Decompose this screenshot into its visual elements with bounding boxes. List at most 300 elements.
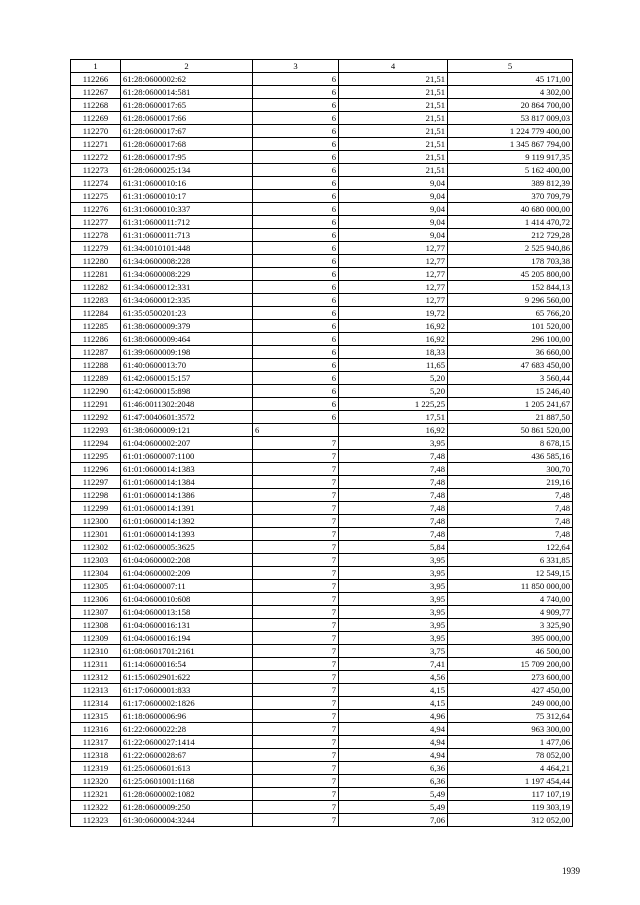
value-cell: 65 766,20 <box>448 307 573 320</box>
value-cell: 1 414 470,72 <box>448 216 573 229</box>
cadastral-number-cell: 61:31:0600011:713 <box>121 229 253 242</box>
cadastral-number-cell: 61:34:0600008:229 <box>121 268 253 281</box>
table-row <box>71 567 573 580</box>
value-cell: 312 052,00 <box>448 814 573 827</box>
value-cell: 11 850 000,00 <box>448 580 573 593</box>
value-cell: 1 345 867 794,00 <box>448 138 573 151</box>
row-number-cell: 112269 <box>71 112 121 125</box>
rate-cell: 12,77 <box>339 242 448 255</box>
group-cell: 7 <box>253 606 339 619</box>
rate-cell: 21,51 <box>339 73 448 86</box>
cadastral-number-cell: 61:28:0600009:250 <box>121 801 253 814</box>
group-cell: 6 <box>253 372 339 385</box>
cadastral-number-cell: 61:28:0600014:581 <box>121 86 253 99</box>
table-row <box>71 177 573 190</box>
group-cell: 7 <box>253 554 339 567</box>
group-cell: 7 <box>253 619 339 632</box>
table-row <box>71 164 573 177</box>
row-number-cell: 112298 <box>71 489 121 502</box>
rate-cell: 4,56 <box>339 671 448 684</box>
header-cell-2: 2 <box>121 60 253 73</box>
row-number-cell: 112278 <box>71 229 121 242</box>
rate-cell: 7,48 <box>339 502 448 515</box>
group-cell: 7 <box>253 476 339 489</box>
table-row <box>71 320 573 333</box>
row-number-cell: 112285 <box>71 320 121 333</box>
group-cell: 7 <box>253 671 339 684</box>
value-cell: 3 560,44 <box>448 372 573 385</box>
group-cell: 7 <box>253 710 339 723</box>
cadastral-number-cell: 61:01:0600014:1392 <box>121 515 253 528</box>
cadastral-number-cell: 61:38:0600009:464 <box>121 333 253 346</box>
group-cell: 6 <box>253 398 339 411</box>
table-row <box>71 255 573 268</box>
cadastral-number-cell: 61:28:0600017:67 <box>121 125 253 138</box>
rate-cell: 16,92 <box>339 424 448 437</box>
header-cell-3: 3 <box>253 60 339 73</box>
table-row <box>71 437 573 450</box>
row-number-cell: 112288 <box>71 359 121 372</box>
table-row <box>71 515 573 528</box>
value-cell: 178 703,38 <box>448 255 573 268</box>
rate-cell: 9,04 <box>339 216 448 229</box>
rate-cell: 5,49 <box>339 788 448 801</box>
cadastral-number-cell: 61:28:0600017:65 <box>121 99 253 112</box>
row-number-cell: 112301 <box>71 528 121 541</box>
table-row <box>71 372 573 385</box>
value-cell: 40 680 000,00 <box>448 203 573 216</box>
cadastral-number-cell: 61:01:0600014:1393 <box>121 528 253 541</box>
table-row <box>71 190 573 203</box>
group-cell: 6 <box>253 216 339 229</box>
group-cell: 6 <box>253 138 339 151</box>
rate-cell: 4,96 <box>339 710 448 723</box>
rate-cell: 4,94 <box>339 736 448 749</box>
row-number-cell: 112299 <box>71 502 121 515</box>
group-cell: 6 <box>253 268 339 281</box>
value-cell: 50 861 520,00 <box>448 424 573 437</box>
cadastral-number-cell: 61:01:0600007:1100 <box>121 450 253 463</box>
value-cell: 122,64 <box>448 541 573 554</box>
table-row <box>71 632 573 645</box>
row-number-cell: 112284 <box>71 307 121 320</box>
row-number-cell: 112287 <box>71 346 121 359</box>
group-cell: 7 <box>253 463 339 476</box>
group-cell: 6 <box>253 385 339 398</box>
value-cell: 20 864 700,00 <box>448 99 573 112</box>
rate-cell: 18,33 <box>339 346 448 359</box>
group-cell: 7 <box>253 437 339 450</box>
row-number-cell: 112309 <box>71 632 121 645</box>
row-number-cell: 112311 <box>71 658 121 671</box>
table-row <box>71 697 573 710</box>
table-row <box>71 775 573 788</box>
value-cell: 1 205 241,67 <box>448 398 573 411</box>
group-cell: 7 <box>253 489 339 502</box>
row-number-cell: 112297 <box>71 476 121 489</box>
group-cell: 7 <box>253 593 339 606</box>
value-cell: 2 525 940,86 <box>448 242 573 255</box>
cadastral-number-cell: 61:31:0600010:337 <box>121 203 253 216</box>
rate-cell: 21,51 <box>339 112 448 125</box>
row-number-cell: 112306 <box>71 593 121 606</box>
rate-cell: 9,04 <box>339 229 448 242</box>
value-cell: 4 302,00 <box>448 86 573 99</box>
row-number-cell: 112290 <box>71 385 121 398</box>
row-number-cell: 112266 <box>71 73 121 86</box>
rate-cell: 5,49 <box>339 801 448 814</box>
group-cell: 6 <box>253 255 339 268</box>
table-row <box>71 619 573 632</box>
value-cell: 427 450,00 <box>448 684 573 697</box>
cadastral-number-cell: 61:17:0600001:833 <box>121 684 253 697</box>
rate-cell: 7,41 <box>339 658 448 671</box>
row-number-cell: 112315 <box>71 710 121 723</box>
cadastral-number-cell: 61:04:0600016:131 <box>121 619 253 632</box>
table-row <box>71 411 573 424</box>
value-cell: 296 100,00 <box>448 333 573 346</box>
row-number-cell: 112318 <box>71 749 121 762</box>
rate-cell: 3,95 <box>339 632 448 645</box>
rate-cell: 7,48 <box>339 528 448 541</box>
group-cell: 7 <box>253 749 339 762</box>
value-cell: 7,48 <box>448 489 573 502</box>
rate-cell: 7,48 <box>339 489 448 502</box>
header-cell-1: 1 <box>71 60 121 73</box>
cadastral-number-cell: 61:31:0600010:17 <box>121 190 253 203</box>
value-cell: 300,70 <box>448 463 573 476</box>
row-number-cell: 112279 <box>71 242 121 255</box>
row-number-cell: 112300 <box>71 515 121 528</box>
table-row <box>71 710 573 723</box>
rate-cell: 16,92 <box>339 333 448 346</box>
rate-cell: 3,95 <box>339 619 448 632</box>
value-cell: 152 844,13 <box>448 281 573 294</box>
cadastral-number-cell: 61:25:0600601:613 <box>121 762 253 775</box>
table-row <box>71 684 573 697</box>
group-cell: 7 <box>253 801 339 814</box>
group-cell: 7 <box>253 450 339 463</box>
value-cell: 9 296 560,00 <box>448 294 573 307</box>
row-number-cell: 112294 <box>71 437 121 450</box>
table-row <box>71 294 573 307</box>
cadastral-number-cell: 61:47:0040601:3572 <box>121 411 253 424</box>
value-cell: 9 119 917,35 <box>448 151 573 164</box>
value-cell: 5 162 400,00 <box>448 164 573 177</box>
rate-cell: 7,48 <box>339 515 448 528</box>
rate-cell: 11,65 <box>339 359 448 372</box>
value-cell: 436 585,16 <box>448 450 573 463</box>
rate-cell: 4,15 <box>339 684 448 697</box>
group-cell: 6 <box>253 190 339 203</box>
table-row <box>71 463 573 476</box>
group-cell: 7 <box>253 697 339 710</box>
cadastral-number-cell: 61:02:0600005:3625 <box>121 541 253 554</box>
rate-cell: 7,48 <box>339 476 448 489</box>
value-cell: 7,48 <box>448 515 573 528</box>
table-row <box>71 658 573 671</box>
rate-cell: 21,51 <box>339 151 448 164</box>
rate-cell: 21,51 <box>339 86 448 99</box>
table-row <box>71 398 573 411</box>
value-cell: 249 000,00 <box>448 697 573 710</box>
rate-cell: 3,95 <box>339 437 448 450</box>
rate-cell: 6,36 <box>339 762 448 775</box>
rate-cell: 21,51 <box>339 125 448 138</box>
cadastral-number-cell: 61:34:0600008:228 <box>121 255 253 268</box>
value-cell: 7,48 <box>448 502 573 515</box>
group-cell: 6 <box>253 424 339 437</box>
group-cell: 6 <box>253 125 339 138</box>
cadastral-number-cell: 61:38:0600009:379 <box>121 320 253 333</box>
table-row <box>71 151 573 164</box>
group-cell: 7 <box>253 567 339 580</box>
cadastral-number-cell: 61:31:0600011:712 <box>121 216 253 229</box>
group-cell: 6 <box>253 242 339 255</box>
cadastral-number-cell: 61:31:0600010:16 <box>121 177 253 190</box>
rate-cell: 6,36 <box>339 775 448 788</box>
value-cell: 101 520,00 <box>448 320 573 333</box>
table-row <box>71 541 573 554</box>
row-number-cell: 112305 <box>71 580 121 593</box>
rate-cell: 5,84 <box>339 541 448 554</box>
row-number-cell: 112283 <box>71 294 121 307</box>
cadastral-number-cell: 61:28:0600017:68 <box>121 138 253 151</box>
table-row <box>71 346 573 359</box>
table-row <box>71 749 573 762</box>
table-row <box>71 424 573 437</box>
value-cell: 8 678,15 <box>448 437 573 450</box>
cadastral-number-cell: 61:28:0600017:95 <box>121 151 253 164</box>
row-number-cell: 112281 <box>71 268 121 281</box>
table-row <box>71 593 573 606</box>
value-cell: 45 205 800,00 <box>448 268 573 281</box>
group-cell: 6 <box>253 359 339 372</box>
group-cell: 7 <box>253 684 339 697</box>
row-number-cell: 112274 <box>71 177 121 190</box>
cadastral-number-cell: 61:28:0600025:134 <box>121 164 253 177</box>
group-cell: 6 <box>253 164 339 177</box>
row-number-cell: 112302 <box>71 541 121 554</box>
value-cell: 47 683 450,00 <box>448 359 573 372</box>
table-row <box>71 476 573 489</box>
cadastral-number-cell: 61:34:0600012:335 <box>121 294 253 307</box>
row-number-cell: 112320 <box>71 775 121 788</box>
cadastral-number-cell: 61:28:0600017:66 <box>121 112 253 125</box>
row-number-cell: 112319 <box>71 762 121 775</box>
row-number-cell: 112312 <box>71 671 121 684</box>
value-cell: 212 729,28 <box>448 229 573 242</box>
group-cell: 7 <box>253 515 339 528</box>
rate-cell: 9,04 <box>339 190 448 203</box>
row-number-cell: 112286 <box>71 333 121 346</box>
rate-cell: 21,51 <box>339 164 448 177</box>
table-row <box>71 554 573 567</box>
value-cell: 1 477,06 <box>448 736 573 749</box>
rate-cell: 19,72 <box>339 307 448 320</box>
value-cell: 4 909,77 <box>448 606 573 619</box>
group-cell: 6 <box>253 346 339 359</box>
group-cell: 6 <box>253 333 339 346</box>
header-row <box>71 60 573 73</box>
value-cell: 6 331,85 <box>448 554 573 567</box>
group-cell: 7 <box>253 814 339 827</box>
table-row <box>71 112 573 125</box>
table-row <box>71 723 573 736</box>
value-cell: 4 740,00 <box>448 593 573 606</box>
row-number-cell: 112307 <box>71 606 121 619</box>
table-row <box>71 268 573 281</box>
cadastral-number-cell: 61:04:0600002:208 <box>121 554 253 567</box>
header-cell-5: 5 <box>448 60 573 73</box>
cadastral-number-cell: 61:01:0600014:1383 <box>121 463 253 476</box>
value-cell: 117 107,19 <box>448 788 573 801</box>
group-cell: 6 <box>253 320 339 333</box>
group-cell: 6 <box>253 281 339 294</box>
table-row <box>71 229 573 242</box>
row-number-cell: 112310 <box>71 645 121 658</box>
group-cell: 7 <box>253 775 339 788</box>
rate-cell: 21,51 <box>339 138 448 151</box>
row-number-cell: 112323 <box>71 814 121 827</box>
rate-cell: 5,20 <box>339 372 448 385</box>
row-number-cell: 112313 <box>71 684 121 697</box>
value-cell: 395 000,00 <box>448 632 573 645</box>
table-row <box>71 736 573 749</box>
group-cell: 7 <box>253 723 339 736</box>
cadastral-number-cell: 61:22:0600028:67 <box>121 749 253 762</box>
cadastral-number-cell: 61:18:0600006:96 <box>121 710 253 723</box>
cadastral-number-cell: 61:04:0600002:207 <box>121 437 253 450</box>
cadastral-number-cell: 61:01:0600014:1391 <box>121 502 253 515</box>
row-number-cell: 112308 <box>71 619 121 632</box>
row-number-cell: 112289 <box>71 372 121 385</box>
value-cell: 7,48 <box>448 528 573 541</box>
table-row <box>71 203 573 216</box>
group-cell: 6 <box>253 203 339 216</box>
group-cell: 6 <box>253 411 339 424</box>
cadastral-number-cell: 61:46:0011302:2048 <box>121 398 253 411</box>
group-cell: 6 <box>253 73 339 86</box>
row-number-cell: 112273 <box>71 164 121 177</box>
table-row <box>71 450 573 463</box>
cadastral-number-cell: 61:01:0600014:1384 <box>121 476 253 489</box>
row-number-cell: 112317 <box>71 736 121 749</box>
row-number-cell: 112267 <box>71 86 121 99</box>
page-number: 1939 <box>562 866 580 876</box>
data-table <box>70 59 573 827</box>
value-cell: 370 709,79 <box>448 190 573 203</box>
group-cell: 6 <box>253 307 339 320</box>
value-cell: 1 224 779 400,00 <box>448 125 573 138</box>
value-cell: 1 197 454,44 <box>448 775 573 788</box>
rate-cell: 3,95 <box>339 554 448 567</box>
table-row <box>71 242 573 255</box>
rate-cell: 4,94 <box>339 749 448 762</box>
row-number-cell: 112271 <box>71 138 121 151</box>
value-cell: 963 300,00 <box>448 723 573 736</box>
row-number-cell: 112322 <box>71 801 121 814</box>
rate-cell: 21,51 <box>339 99 448 112</box>
value-cell: 53 817 009,03 <box>448 112 573 125</box>
group-cell: 7 <box>253 528 339 541</box>
cadastral-number-cell: 61:34:0600012:331 <box>121 281 253 294</box>
table-body <box>71 60 573 827</box>
row-number-cell: 112277 <box>71 216 121 229</box>
table-row <box>71 385 573 398</box>
table-row <box>71 489 573 502</box>
group-cell: 7 <box>253 541 339 554</box>
table-row <box>71 86 573 99</box>
row-number-cell: 112316 <box>71 723 121 736</box>
row-number-cell: 112280 <box>71 255 121 268</box>
rate-cell: 3,95 <box>339 567 448 580</box>
group-cell: 6 <box>253 229 339 242</box>
table-row <box>71 528 573 541</box>
cadastral-number-cell: 61:04:0600010:608 <box>121 593 253 606</box>
cadastral-number-cell: 61:42:0600015:157 <box>121 372 253 385</box>
table-row <box>71 125 573 138</box>
cadastral-number-cell: 61:42:0600015:898 <box>121 385 253 398</box>
cadastral-number-cell: 61:34:0010101:448 <box>121 242 253 255</box>
value-cell: 4 464,21 <box>448 762 573 775</box>
cadastral-number-cell: 61:35:0500201:23 <box>121 307 253 320</box>
row-number-cell: 112276 <box>71 203 121 216</box>
rate-cell: 12,77 <box>339 294 448 307</box>
cadastral-number-cell: 61:04:0600007:11 <box>121 580 253 593</box>
rate-cell: 4,15 <box>339 697 448 710</box>
group-cell: 7 <box>253 502 339 515</box>
cadastral-number-cell: 61:22:0600027:1414 <box>121 736 253 749</box>
row-number-cell: 112321 <box>71 788 121 801</box>
cadastral-number-cell: 61:30:0600004:3244 <box>121 814 253 827</box>
table-row <box>71 801 573 814</box>
group-cell: 7 <box>253 736 339 749</box>
table-row <box>71 73 573 86</box>
group-cell: 6 <box>253 294 339 307</box>
value-cell: 15 709 200,00 <box>448 658 573 671</box>
value-cell: 21 887,50 <box>448 411 573 424</box>
table-row <box>71 580 573 593</box>
rate-cell: 3,75 <box>339 645 448 658</box>
rate-cell: 4,94 <box>339 723 448 736</box>
value-cell: 3 325,90 <box>448 619 573 632</box>
table-row <box>71 645 573 658</box>
value-cell: 219,16 <box>448 476 573 489</box>
cadastral-number-cell: 61:40:0600013:70 <box>121 359 253 372</box>
rate-cell: 7,48 <box>339 450 448 463</box>
header-cell-4: 4 <box>339 60 448 73</box>
group-cell: 7 <box>253 762 339 775</box>
row-number-cell: 112275 <box>71 190 121 203</box>
row-number-cell: 112293 <box>71 424 121 437</box>
cadastral-number-cell: 61:01:0600014:1386 <box>121 489 253 502</box>
table-row <box>71 502 573 515</box>
row-number-cell: 112268 <box>71 99 121 112</box>
cadastral-number-cell: 61:04:0600013:158 <box>121 606 253 619</box>
row-number-cell: 112291 <box>71 398 121 411</box>
rate-cell: 9,04 <box>339 177 448 190</box>
table-row <box>71 359 573 372</box>
rate-cell: 16,92 <box>339 320 448 333</box>
value-cell: 45 171,00 <box>448 73 573 86</box>
row-number-cell: 112282 <box>71 281 121 294</box>
rate-cell: 17,51 <box>339 411 448 424</box>
group-cell: 7 <box>253 658 339 671</box>
cadastral-number-cell: 61:28:0600002:62 <box>121 73 253 86</box>
table-row <box>71 671 573 684</box>
rate-cell: 3,95 <box>339 593 448 606</box>
